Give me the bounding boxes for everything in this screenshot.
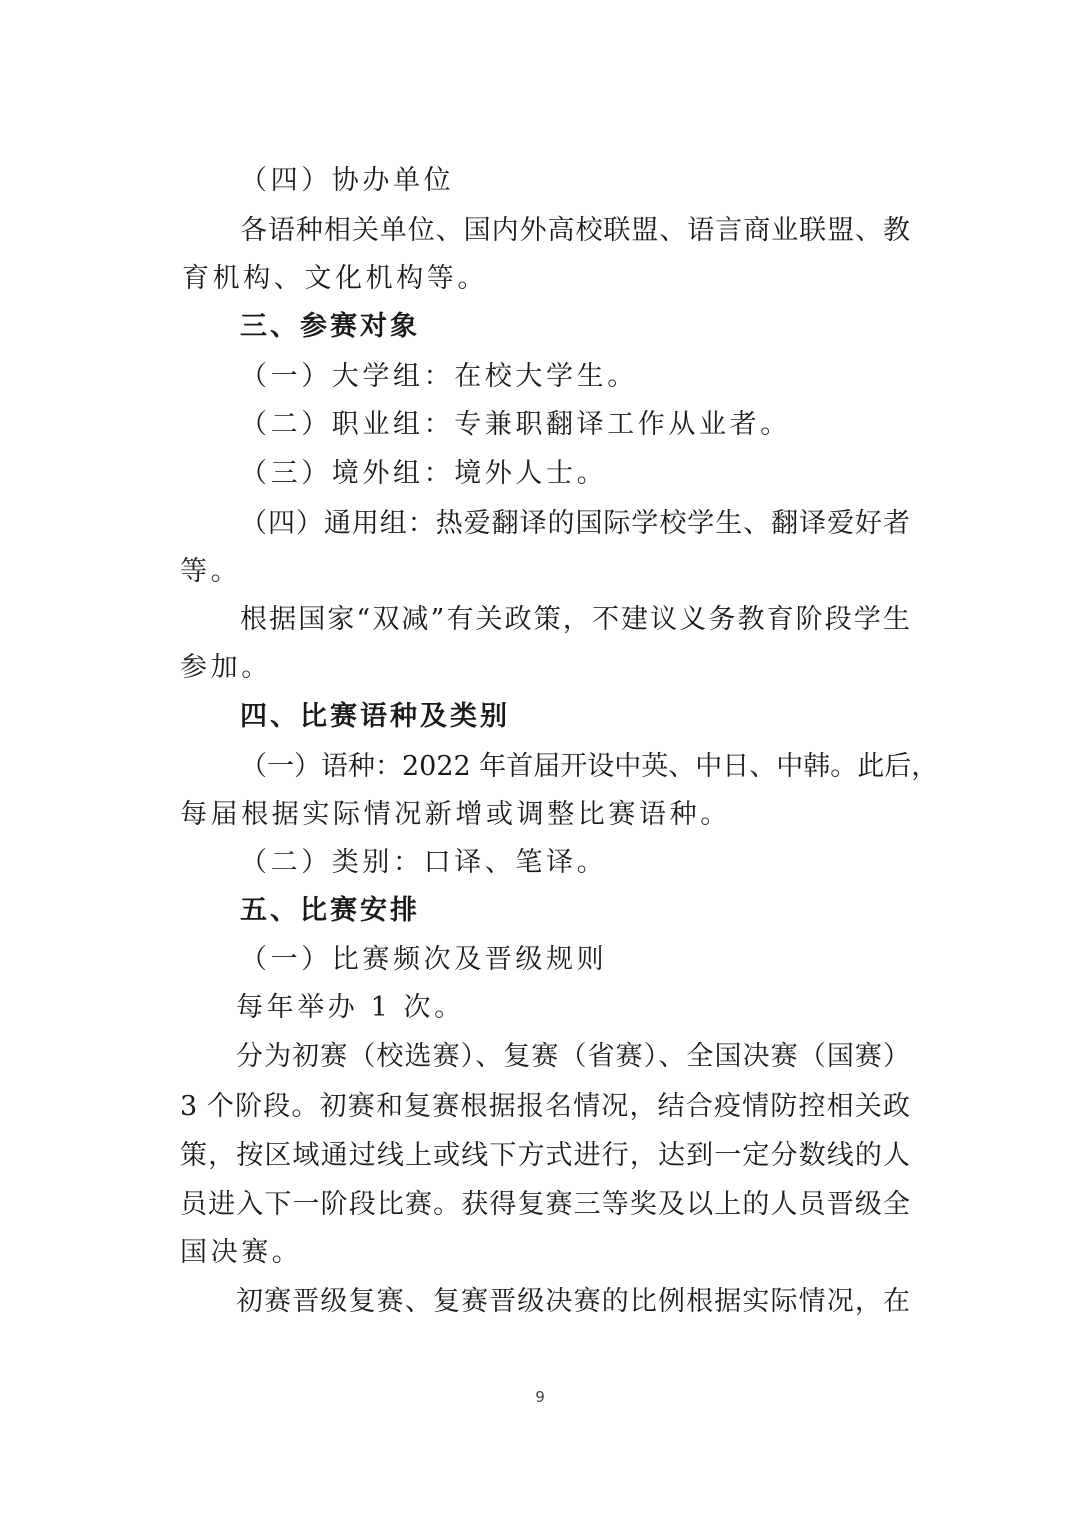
paragraph-line: 根据国家“双减”有关政策，不建议义务教育阶段学生: [240, 604, 910, 635]
list-item: （二）类别：口译、笔译。: [240, 847, 608, 878]
subsection-heading-co-organizers: （四）协办单位: [240, 165, 455, 196]
list-item: （一）大学组：在校大学生。: [240, 361, 638, 392]
paragraph-line: 等。: [180, 556, 242, 587]
paragraph-line: 3 个阶段。初赛和复赛根据报名情况，结合疫情防控相关政: [180, 1091, 910, 1122]
section-heading-languages-categories: 四、比赛语种及类别: [240, 701, 510, 732]
list-item: （二）职业组：专兼职翻译工作从业者。: [240, 409, 791, 440]
paragraph-line: 每届根据实际情况新增或调整比赛语种。: [180, 799, 731, 830]
paragraph-line: 各语种相关单位、国内外高校联盟、语言商业联盟、教: [240, 215, 910, 246]
paragraph-line: 参加。: [180, 652, 272, 683]
paragraph-line: 国决赛。: [180, 1237, 303, 1268]
subsection-heading-frequency: （一）比赛频次及晋级规则: [240, 944, 608, 975]
paragraph-line: 分为初赛（校选赛）、复赛（省赛）、全国决赛（国赛）: [236, 1041, 910, 1072]
list-item: （一）语种：2022 年首届开设中英、中日、中韩。此后，: [240, 751, 939, 782]
paragraph-line: 策，按区域通过线上或线下方式进行，达到一定分数线的人: [180, 1140, 910, 1171]
paragraph-line: 育机构、文化机构等。: [182, 263, 488, 294]
page-number: 9: [535, 1388, 545, 1406]
paragraph-line: 初赛晋级复赛、复赛晋级决赛的比例根据实际情况，在: [236, 1286, 910, 1317]
paragraph-line: 每年举办 1 次。: [236, 992, 465, 1023]
section-heading-participants: 三、参赛对象: [240, 311, 420, 342]
list-item: （四）通用组：热爱翻译的国际学校学生、翻译爱好者: [240, 508, 910, 539]
section-heading-arrangements: 五、比赛安排: [240, 895, 420, 926]
list-item: （三）境外组：境外人士。: [240, 458, 608, 489]
paragraph-line: 员进入下一阶段比赛。获得复赛三等奖及以上的人员晋级全: [180, 1189, 910, 1220]
